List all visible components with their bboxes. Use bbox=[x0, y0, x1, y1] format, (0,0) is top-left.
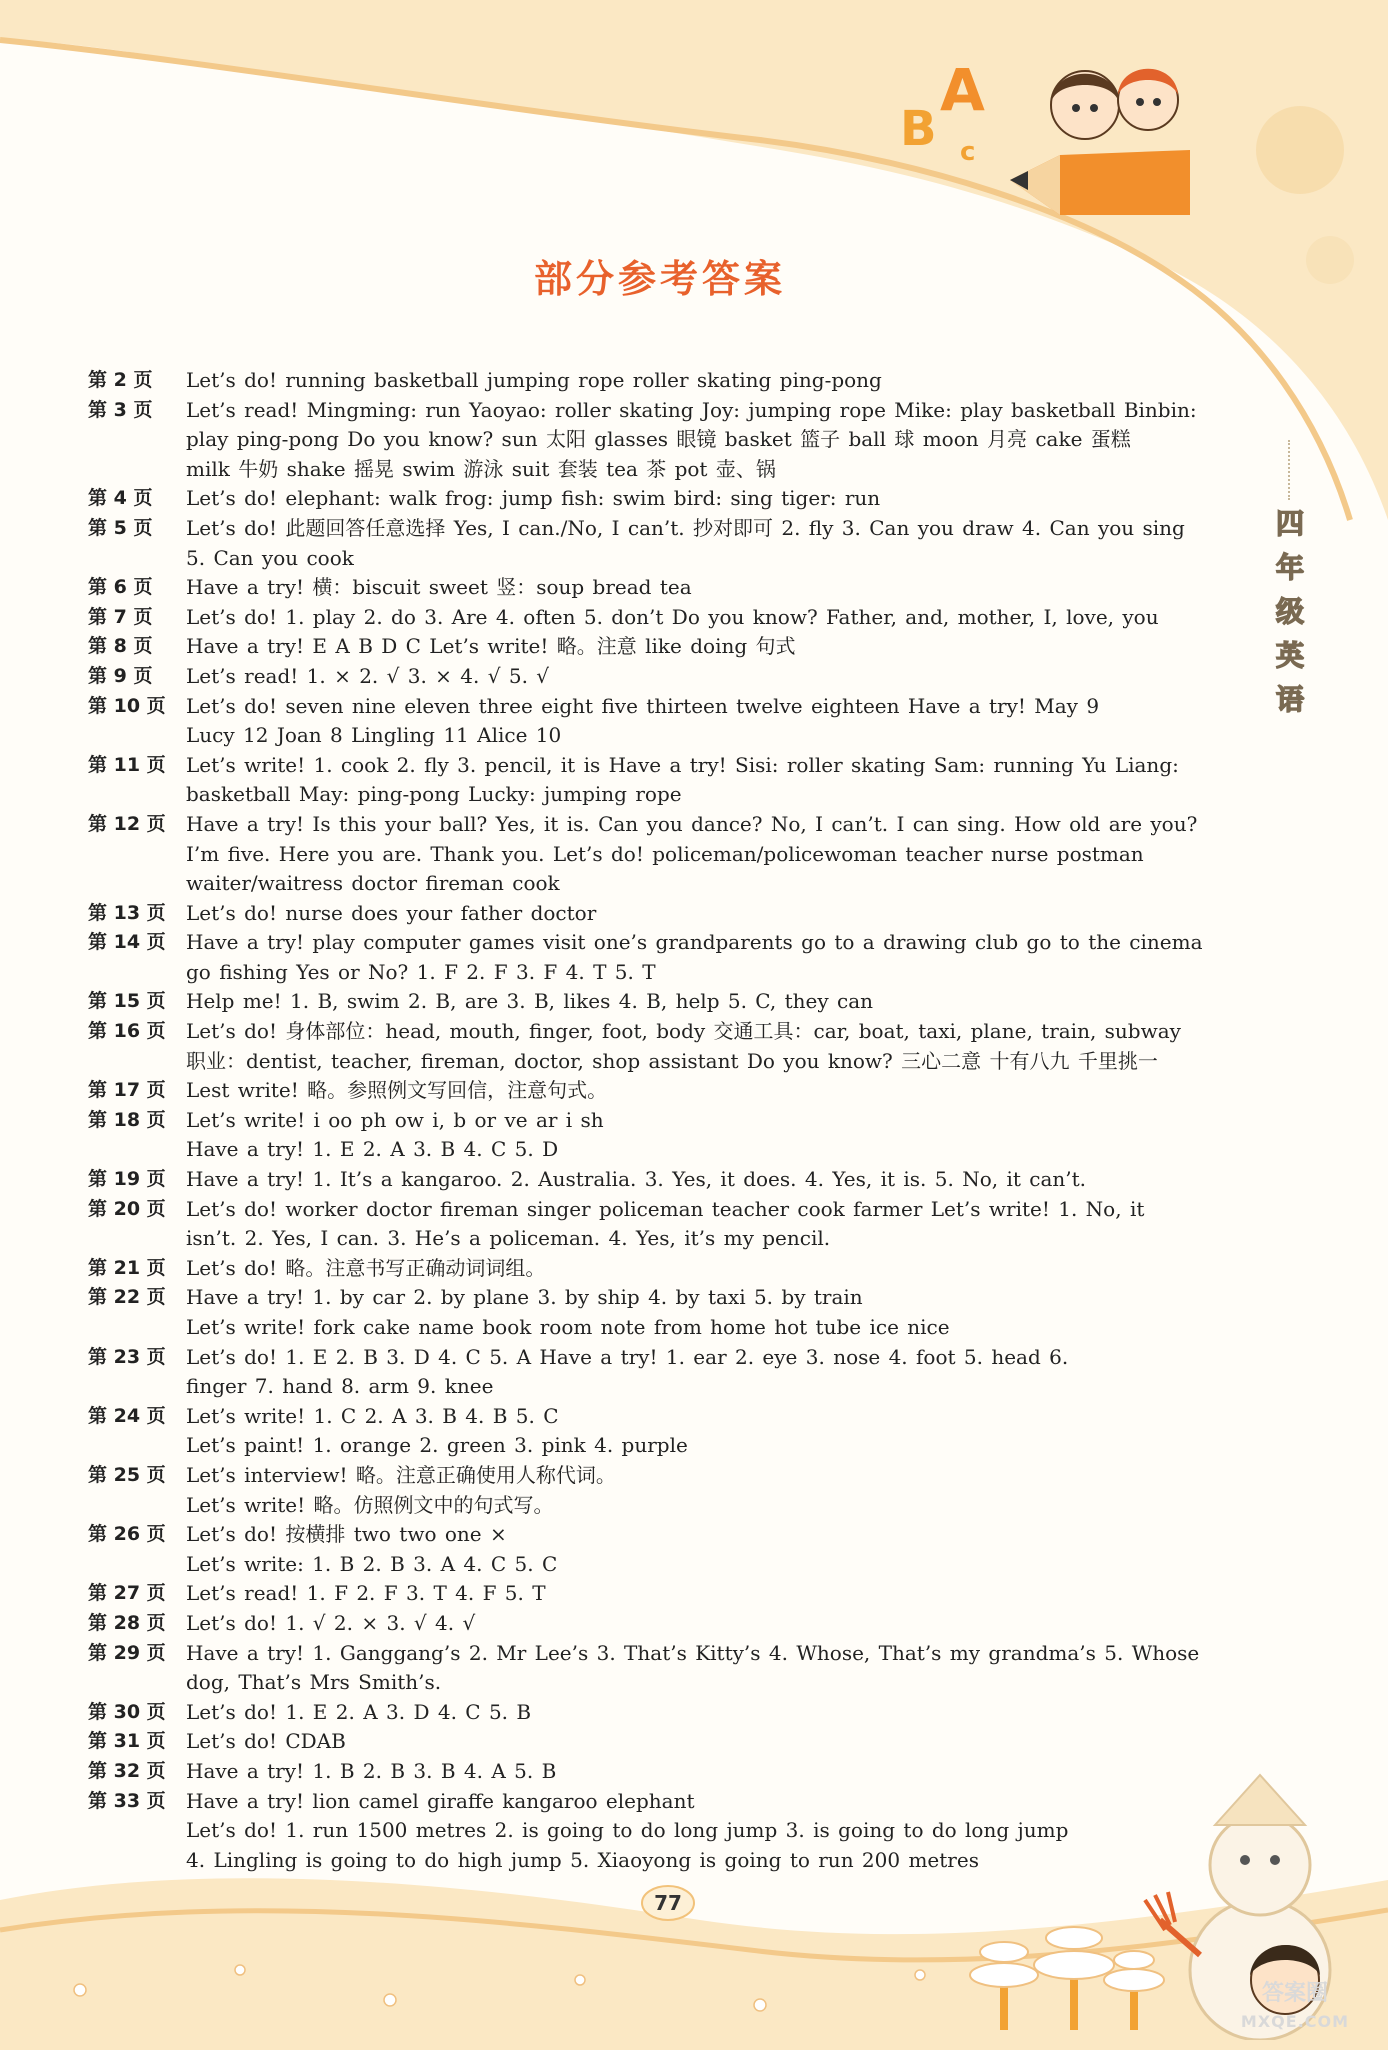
answer-entry bbox=[88, 1195, 1238, 1254]
answer-entry bbox=[88, 1787, 1238, 1876]
answer-line: 4. Lingling is going to do high jump 5. Xiaoyong is going to run 200 metres bbox=[186, 1847, 979, 1872]
answer-text bbox=[186, 514, 1238, 573]
answer-line: Let’s do! 1. play 2. do 3. Are 4. often 5. don’t Do you know? Father, and, mother, I, love, you bbox=[186, 604, 1159, 629]
page-label: 第 19 页 bbox=[88, 1168, 166, 1191]
svg-text:c: c bbox=[960, 137, 976, 167]
page-label: 第 18 页 bbox=[88, 1108, 166, 1131]
side-tab bbox=[1268, 440, 1312, 720]
answer-line: waiter/waitress doctor fireman cook bbox=[186, 871, 560, 896]
answer-entry bbox=[88, 484, 1238, 514]
answer-text bbox=[186, 899, 1238, 929]
answer-entry bbox=[88, 1757, 1238, 1787]
page-label: 第 32 页 bbox=[88, 1759, 166, 1782]
answer-line: Let’s read! Mingming: run Yaoyao: roller skating Joy: jumping rope Mike: play basketball Binbin: bbox=[186, 397, 1197, 422]
answer-entry bbox=[88, 366, 1238, 396]
answer-entry bbox=[88, 632, 1238, 662]
answer-line: isn’t. 2. Yes, I can. 3. He’s a policeman. 4. Yes, it’s my pencil. bbox=[186, 1226, 831, 1251]
answer-text bbox=[186, 366, 1238, 396]
answer-entry bbox=[88, 1343, 1238, 1402]
answer-entry bbox=[88, 810, 1238, 899]
answer-text bbox=[186, 1165, 1238, 1195]
answer-entry bbox=[88, 928, 1238, 987]
answer-text bbox=[186, 1787, 1238, 1876]
answer-line: Have a try! 1. E 2. A 3. B 4. C 5. D bbox=[186, 1137, 559, 1162]
answer-line: Let’s interview! 略。注意正确使用人称代词。 bbox=[186, 1462, 616, 1487]
answer-text bbox=[186, 1757, 1238, 1787]
page-label: 第 12 页 bbox=[88, 812, 166, 835]
answer-entry bbox=[88, 692, 1238, 751]
answer-line: Let’s do! worker doctor fireman singer policeman teacher cook farmer Let’s write! 1. No, it bbox=[186, 1196, 1145, 1221]
answer-text bbox=[186, 987, 1238, 1017]
answer-entry bbox=[88, 1017, 1238, 1076]
answer-entry bbox=[88, 1254, 1238, 1284]
answer-line: Let’s do! 按横排 two two one × bbox=[186, 1522, 507, 1547]
answer-entry bbox=[88, 1402, 1238, 1461]
answer-line: go fishing Yes or No? 1. F 2. F 3. F 4. T 5. T bbox=[186, 959, 656, 984]
page-label: 第 10 页 bbox=[88, 694, 166, 717]
answer-line: Let’s read! 1. F 2. F 3. T 4. F 5. T bbox=[186, 1581, 546, 1606]
answer-text bbox=[186, 810, 1238, 899]
page-label: 第 33 页 bbox=[88, 1789, 166, 1812]
answer-line: Help me! 1. B, swim 2. B, are 3. B, likes 4. B, help 5. C, they can bbox=[186, 989, 874, 1014]
answer-entry bbox=[88, 899, 1238, 929]
watermark bbox=[1210, 1980, 1380, 2036]
answer-list bbox=[88, 366, 1238, 1875]
answer-line: Let’s do! 1. E 2. A 3. D 4. C 5. B bbox=[186, 1699, 532, 1724]
answer-line: Have a try! 1. Ganggang’s 2. Mr Lee’s 3. That’s Kitty’s 4. Whose, That’s my grandma’s 5. Whose bbox=[186, 1640, 1200, 1665]
page-label: 第 4 页 bbox=[88, 487, 153, 510]
answer-line: Have a try! 1. It’s a kangaroo. 2. Australia. 3. Yes, it does. 4. Yes, it is. 5. No, it can’t. bbox=[186, 1167, 1086, 1192]
answer-line: Let’s write: 1. B 2. B 3. A 4. C 5. C bbox=[186, 1551, 558, 1576]
answer-line: Let’s write! i oo ph ow i, b or ve ar i sh bbox=[186, 1107, 604, 1132]
answer-text bbox=[186, 692, 1238, 751]
answer-line: Have a try! 1. B 2. B 3. B 4. A 5. B bbox=[186, 1758, 557, 1783]
answer-entry bbox=[88, 1609, 1238, 1639]
answer-line: I’m five. Here you are. Thank you. Let’s do! policeman/policewoman teacher nurse postman bbox=[186, 841, 1144, 866]
page-label: 第 13 页 bbox=[88, 901, 166, 924]
page-label: 第 6 页 bbox=[88, 576, 153, 599]
answer-entry bbox=[88, 396, 1238, 485]
page-label: 第 16 页 bbox=[88, 1020, 166, 1043]
page-label: 第 11 页 bbox=[88, 753, 166, 776]
answer-line: Let’s do! elephant: walk frog: jump fish: swim bird: sing tiger: run bbox=[186, 486, 881, 511]
side-tab-divider bbox=[1288, 440, 1292, 500]
page-label: 第 8 页 bbox=[88, 635, 153, 658]
answer-entry bbox=[88, 662, 1238, 692]
answer-text bbox=[186, 1609, 1238, 1639]
answer-line: Have a try! E A B D C Let’s write! 略。注意 like doing 句式 bbox=[186, 634, 796, 659]
page-label: 第 3 页 bbox=[88, 398, 153, 421]
answer-text bbox=[186, 662, 1238, 692]
side-tab-char: 四 bbox=[1275, 507, 1304, 540]
answer-line: basketball May: ping-pong Lucky: jumping rope bbox=[186, 782, 682, 807]
answer-entry bbox=[88, 1698, 1238, 1728]
answer-text bbox=[186, 396, 1238, 485]
answer-entry bbox=[88, 1106, 1238, 1165]
page-label: 第 21 页 bbox=[88, 1256, 166, 1279]
page-label: 第 24 页 bbox=[88, 1404, 166, 1427]
cartoon-kids-on-pencil-icon bbox=[1000, 30, 1200, 220]
answer-line: Let’s write! 略。仿照例文中的句式写。 bbox=[186, 1492, 554, 1517]
answer-entry bbox=[88, 1520, 1238, 1579]
answer-line: Have a try! 横：biscuit sweet 竖：soup bread tea bbox=[186, 575, 692, 600]
answer-text bbox=[186, 1461, 1238, 1520]
page-label: 第 31 页 bbox=[88, 1730, 166, 1753]
answer-line: Let’s do! 此题回答任意选择 Yes, I can./No, I can’t. 抄对即可 2. fly 3. Can you draw 4. Can you sing bbox=[186, 515, 1185, 540]
answer-line: Let’s do! 身体部位：head, mouth, finger, foot, body 交通工具：car, boat, taxi, plane, train, subway bbox=[186, 1019, 1181, 1044]
answer-line: Have a try! Is this your ball? Yes, it is. Can you dance? No, I can’t. I can sing. How old are you? bbox=[186, 811, 1198, 836]
answer-line: Let’s do! 1. √ 2. × 3. √ 4. √ bbox=[186, 1610, 476, 1635]
answer-entry bbox=[88, 987, 1238, 1017]
answer-text bbox=[186, 1727, 1238, 1757]
answer-text bbox=[186, 1017, 1238, 1076]
answer-text bbox=[186, 603, 1238, 633]
answer-text bbox=[186, 1698, 1238, 1728]
answer-line: Let’s do! 1. run 1500 metres 2. is going to do long jump 3. is going to do long jump bbox=[186, 1818, 1069, 1843]
answer-text bbox=[186, 751, 1238, 810]
answer-entry bbox=[88, 573, 1238, 603]
answer-line: dog, That’s Mrs Smith’s. bbox=[186, 1670, 442, 1695]
answer-text bbox=[186, 1106, 1238, 1165]
answer-text bbox=[186, 1283, 1238, 1342]
watermark-url: MXQE.COM bbox=[1240, 2012, 1350, 2031]
answer-text bbox=[186, 632, 1238, 662]
answer-line: Let’s do! nurse does your father doctor bbox=[186, 900, 597, 925]
answer-entry bbox=[88, 514, 1238, 573]
page-title: 部分参考答案 bbox=[533, 257, 786, 301]
answer-line: Let’s read! 1. × 2. √ 3. × 4. √ 5. √ bbox=[186, 663, 550, 688]
page-label: 第 2 页 bbox=[88, 369, 153, 391]
side-tab-char: 年 bbox=[1275, 551, 1304, 584]
answer-text bbox=[186, 1076, 1238, 1106]
answer-line: Have a try! lion camel giraffe kangaroo elephant bbox=[186, 1788, 695, 1813]
answer-entry bbox=[88, 1076, 1238, 1106]
page-label: 第 27 页 bbox=[88, 1582, 166, 1605]
page-label: 第 22 页 bbox=[88, 1286, 166, 1309]
answer-line: Let’s do! 1. E 2. B 3. D 4. C 5. A Have a try! 1. ear 2. eye 3. nose 4. foot 5. head 6. bbox=[186, 1344, 1069, 1369]
answer-line: Let’s write! 1. C 2. A 3. B 4. B 5. C bbox=[186, 1403, 559, 1428]
answer-text bbox=[186, 1639, 1238, 1698]
answer-entry bbox=[88, 1579, 1238, 1609]
answer-text bbox=[186, 573, 1238, 603]
answer-entry bbox=[88, 1461, 1238, 1520]
answer-line: milk 牛奶 shake 摇晃 swim 游泳 suit 套装 tea 茶 pot 壶、锅 bbox=[186, 456, 776, 481]
answer-line: finger 7. hand 8. arm 9. knee bbox=[186, 1374, 494, 1399]
answer-line: 5. Can you cook bbox=[186, 545, 354, 570]
answer-line: Let’s do! seven nine eleven three eight five thirteen twelve eighteen Have a try! May 9 bbox=[186, 693, 1100, 718]
answer-line: Have a try! 1. by car 2. by plane 3. by ship 4. by taxi 5. by train bbox=[186, 1285, 863, 1310]
side-tab-char: 英 bbox=[1275, 639, 1304, 672]
page-label: 第 30 页 bbox=[88, 1700, 166, 1723]
answer-text bbox=[186, 1579, 1238, 1609]
answer-text bbox=[186, 484, 1238, 514]
answer-entry bbox=[88, 1165, 1238, 1195]
answer-line: Let’s write! fork cake name book room note from home hot tube ice nice bbox=[186, 1315, 950, 1339]
page-label: 第 5 页 bbox=[88, 516, 153, 539]
svg-text:B: B bbox=[900, 101, 937, 157]
flower-dots-icon bbox=[60, 1950, 960, 2030]
answer-text bbox=[186, 1402, 1238, 1461]
side-tab-char: 级 bbox=[1275, 595, 1304, 628]
side-tab-char: 语 bbox=[1275, 683, 1304, 716]
answer-line: Let’s do! 略。注意书写正确动词词组。 bbox=[186, 1255, 546, 1280]
page-label: 第 29 页 bbox=[88, 1641, 166, 1664]
page-label: 第 20 页 bbox=[88, 1197, 166, 1220]
answer-entry bbox=[88, 1727, 1238, 1757]
answer-line: Let’s paint! 1. orange 2. green 3. pink 4. purple bbox=[186, 1433, 688, 1458]
page-label: 第 9 页 bbox=[88, 664, 153, 687]
page-label: 第 17 页 bbox=[88, 1079, 166, 1102]
answer-line: Let’s write! 1. cook 2. fly 3. pencil, it is Have a try! Sisi: roller skating Sam: running Yu Liang: bbox=[186, 752, 1179, 777]
page-label: 第 26 页 bbox=[88, 1523, 166, 1546]
answer-line: Let’s do! CDAB bbox=[186, 1729, 346, 1754]
page-label: 第 23 页 bbox=[88, 1345, 166, 1368]
answer-line: Have a try! play computer games visit one’s grandparents go to a drawing club go to the cinema bbox=[186, 930, 1203, 955]
answer-entry bbox=[88, 1283, 1238, 1342]
page-label: 第 15 页 bbox=[88, 990, 166, 1013]
answer-text bbox=[186, 928, 1238, 987]
page-label: 第 14 页 bbox=[88, 931, 166, 954]
answer-line: Lucy 12 Joan 8 Lingling 11 Alice 10 bbox=[186, 723, 562, 748]
answer-line: 职业：dentist, teacher, fireman, doctor, shop assistant Do you know? 三心二意 十有八九 千里挑一 bbox=[186, 1048, 1158, 1073]
page-label: 第 7 页 bbox=[88, 605, 153, 628]
page-number: 77 bbox=[654, 1891, 682, 1915]
answer-line: Let’s do! running basketball jumping rope roller skating ping-pong bbox=[186, 368, 882, 392]
answer-text bbox=[186, 1195, 1238, 1254]
page-label: 第 28 页 bbox=[88, 1611, 166, 1634]
answer-line: play ping-pong Do you know? sun 太阳 glasses 眼镜 basket 篮子 ball 球 moon 月亮 cake 蛋糕 bbox=[186, 427, 1131, 452]
answer-entry bbox=[88, 603, 1238, 633]
answer-text bbox=[186, 1343, 1238, 1402]
page-label: 第 25 页 bbox=[88, 1463, 166, 1486]
answer-text bbox=[186, 1254, 1238, 1284]
watermark-title: 答案圈 bbox=[1261, 1981, 1328, 2006]
letter-blocks-icon bbox=[890, 60, 1000, 170]
svg-text:A: A bbox=[940, 60, 985, 124]
answer-text bbox=[186, 1520, 1238, 1579]
answer-entry bbox=[88, 1639, 1238, 1698]
answer-line: Lest write! 略。参照例文写回信，注意句式。 bbox=[186, 1078, 608, 1103]
answer-entry bbox=[88, 751, 1238, 810]
